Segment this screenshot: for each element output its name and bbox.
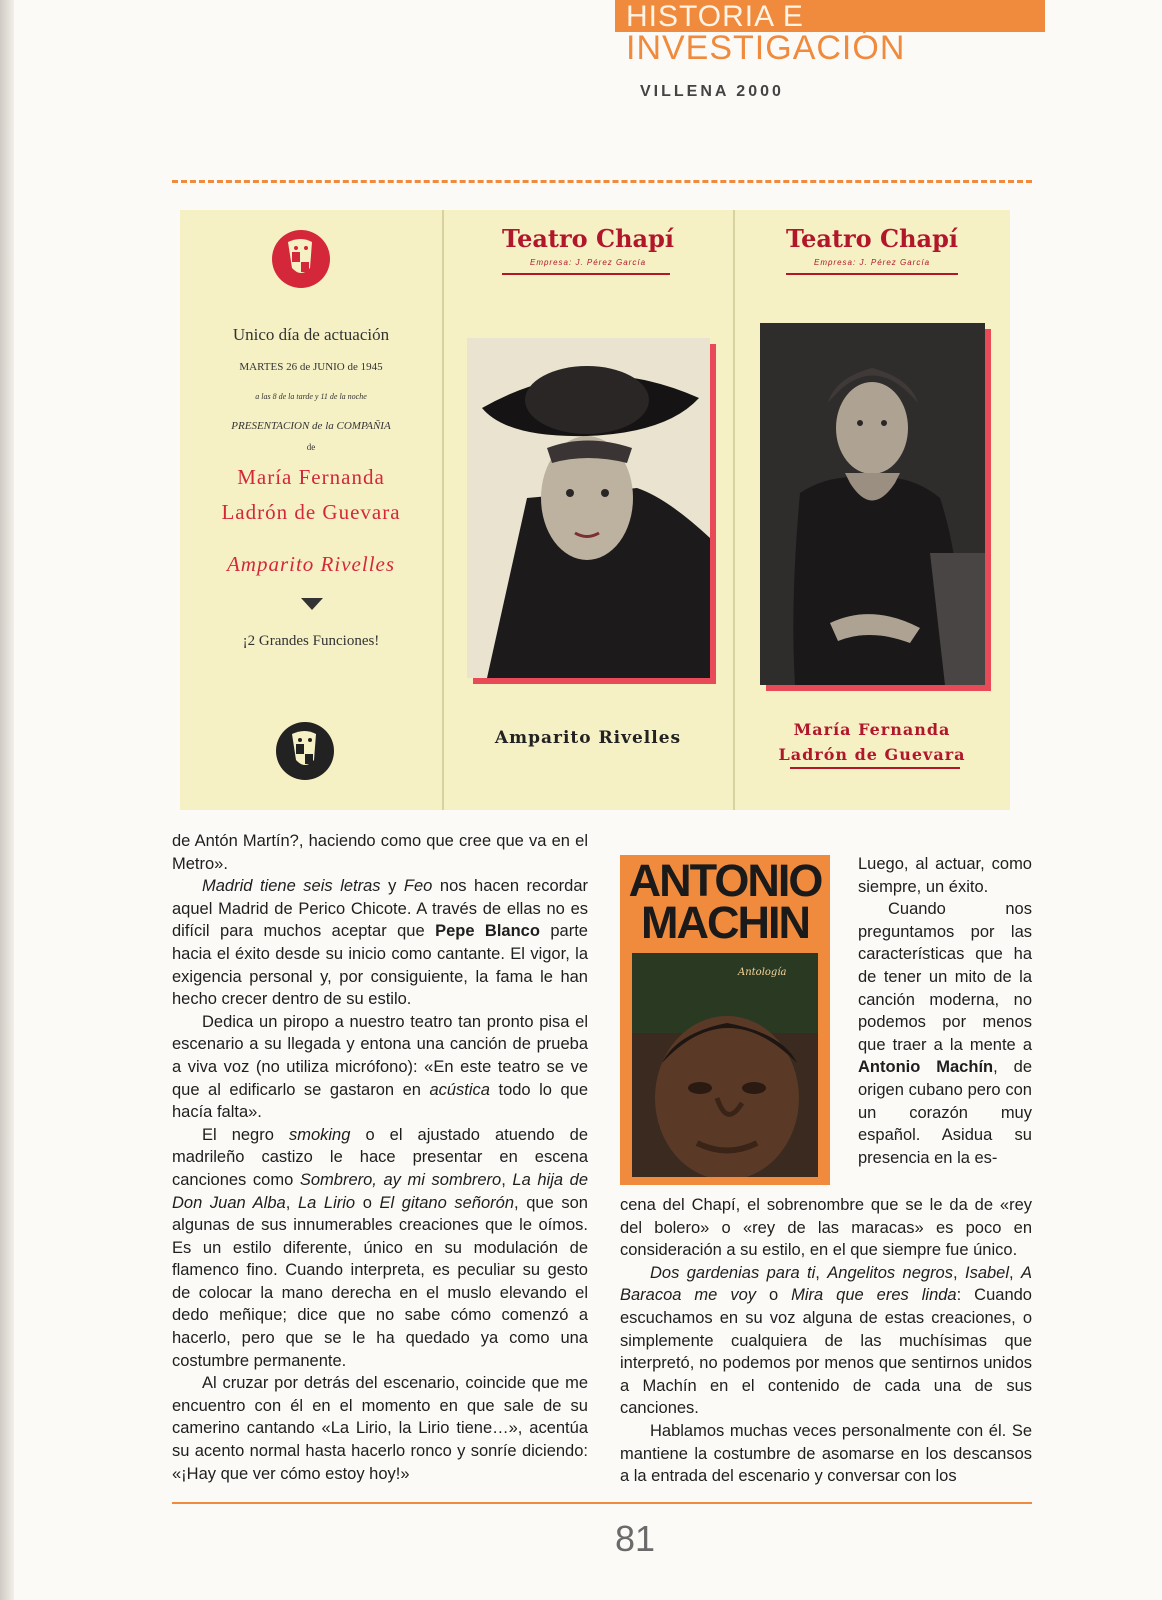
theatre-program-image bbox=[180, 210, 1010, 810]
poster-presentation: PRESENTACION de la COMPAÑIA bbox=[231, 420, 391, 432]
theatre-masks-logo-black-icon bbox=[274, 720, 336, 782]
photo-amparito-rivelles bbox=[467, 338, 710, 678]
middle-company: Empresa: J. Pérez García bbox=[529, 258, 647, 267]
paragraph: Luego, al actuar, como siempre, un éxito. bbox=[858, 855, 1032, 896]
paragraph: Al cruzar por detrás del escenario, coincide que me encuentro con él en el momento en que sale de su camerino cantando «La Lirio, la Lirio tiene…», acentúa su acento normal hasta hacerlo ronco y sonríe diciendo: «¡Hay que ver cómo estoy hoy!» bbox=[172, 1374, 588, 1483]
page-number: 81 bbox=[615, 1518, 656, 1559]
divider-line bbox=[790, 767, 960, 769]
divider-line bbox=[502, 273, 670, 275]
paragraph: cena del Chapí, el sobrenombre que se le da de «rey del bolero» o «rey de las maracas» es poco en consideración a su estilo, en el que siempre fue único. bbox=[620, 1196, 1032, 1260]
poster-unique-day: Unico día de actuación bbox=[232, 325, 390, 344]
photo-maria-fernanda bbox=[760, 323, 985, 685]
page-binding-shadow bbox=[0, 0, 14, 1600]
article-right-narrow-column bbox=[858, 853, 1032, 1169]
right-caption-maria: María Fernanda bbox=[793, 720, 951, 739]
magazine-name: VILLENA 2000 bbox=[640, 83, 784, 100]
middle-theatre-title: Teatro Chapí bbox=[501, 224, 675, 253]
antonio-machin-album-cover bbox=[620, 855, 830, 1185]
poster-de: de bbox=[306, 442, 316, 452]
poster-name-amparito: Amparito Rivelles bbox=[226, 552, 396, 576]
paragraph: Madrid tiene seis letras y Feo nos hacen recordar aquel Madrid de Perico Chicote. A través de ellas no es difícil para muchos aceptar que Pepe Blanco parte hacia el éxito desde su inicio como cantante. El vigor, la exigencia personal y, por consiguiente, la fama le han hecho crecer dentro de su estilo. bbox=[172, 877, 588, 1009]
right-theatre-title: Teatro Chapí bbox=[785, 224, 959, 253]
section-title-line2: INVESTIGACIÓN bbox=[626, 29, 906, 67]
middle-caption: Amparito Rivelles bbox=[494, 728, 682, 748]
poster-times: a las 8 de la tarde y 11 de la noche bbox=[255, 392, 367, 401]
triangle-down-icon bbox=[301, 598, 323, 612]
paragraph: Dedica un piropo a nuestro teatro tan pronto pisa el escenario a su llegada y entona una canción de prueba a viva voz (no utiliza micrófono): «En este teatro se ve que al edificarlo se gastaron en acústica todo lo que hacía falta». bbox=[172, 1012, 588, 1122]
paragraph: Hablamos muchas veces personalmente con él. Se mantiene la costumbre de asomarse en los descansos a la entrada del escenario y conversar con los bbox=[620, 1421, 1032, 1486]
right-caption-ladron: Ladrón de Guevara bbox=[778, 745, 966, 764]
top-dashed-divider bbox=[172, 180, 1032, 183]
right-company: Empresa: J. Pérez García bbox=[813, 258, 931, 267]
poster-two-shows: ¡2 Grandes Funciones! bbox=[242, 633, 380, 649]
article-left-column bbox=[172, 830, 588, 1485]
article-right-column bbox=[620, 1194, 1032, 1488]
paragraph: El negro smoking o el ajustado atuendo de madrileño castizo le hace presentar en escena canciones como Sombrero, ay mi sombrero, La hija de Don Juan Alba, La Lirio o El gitano señorón, que son algunas de sus innumerables creaciones que le oímos. Es un estilo diferente, único en su modulación de flamenco fino. Cuando interpreta, es peculiar su gesto de colocar la mano derecha en el muslo elevando el dedo meñique; dice que no sabe cómo comenzó a hacerlo, pero que se le ha quedado ya como una costumbre permanente. bbox=[172, 1125, 588, 1370]
theatre-masks-logo-red-icon bbox=[270, 228, 332, 290]
paragraph: de Antón Martín?, haciendo como que cree que va en el Metro». bbox=[172, 832, 588, 873]
cover-title-machin: MACHIN bbox=[641, 897, 809, 948]
paragraph: Cuando nos preguntamos por las características que ha de tener un mito de la canción moderna, no podemos por menos que traer a la mente a Antonio Machín, de origen cubano pero con un corazón muy español. Asidua su presencia en la es- bbox=[858, 900, 1032, 1167]
divider-line bbox=[786, 273, 958, 275]
antonio-machin-portrait bbox=[632, 953, 818, 1177]
poster-name-ladron: Ladrón de Guevara bbox=[221, 500, 401, 524]
cover-title-antonio: ANTONIO bbox=[628, 855, 822, 906]
bottom-divider bbox=[172, 1502, 1032, 1504]
poster-date: MARTES 26 de JUNIO de 1945 bbox=[239, 361, 383, 373]
fold-line bbox=[442, 210, 444, 810]
section-title-line1: HISTORIA E bbox=[626, 0, 804, 33]
paragraph: Dos gardenias para ti, Angelitos negros, Isabel, A Baracoa me voy o Mira que eres linda: Cuando escuchamos en su voz alguna de estas creaciones, o simplemente cualquiera de las muchísimas que interpretó, no podemos por menos que sentirnos unidos a Machín en el contenido de cada una de sus canciones. bbox=[620, 1263, 1033, 1418]
poster-name-maria: María Fernanda bbox=[237, 465, 385, 489]
cover-tag: Antología bbox=[738, 967, 787, 978]
